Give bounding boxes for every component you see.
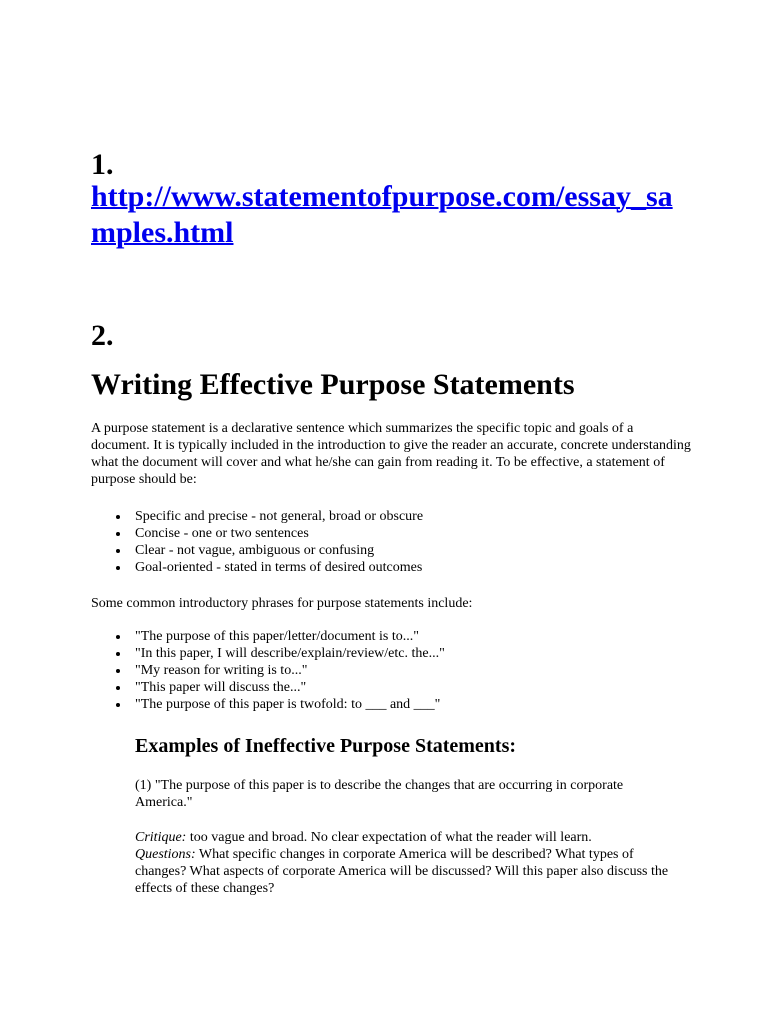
bullet-icon	[116, 669, 120, 673]
critique-block	[135, 829, 680, 897]
list-item: Concise - one or two sentences	[91, 525, 423, 542]
bullet-icon	[116, 635, 120, 639]
phrases-intro: Some common introductory phrases for purpose statements include:	[91, 596, 473, 611]
list-item: Specific and precise - not general, broad or obscure	[91, 508, 423, 525]
list-item: Goal-oriented - stated in terms of desired outcomes	[91, 559, 423, 576]
list-item: "This paper will discuss the..."	[91, 679, 445, 696]
list-item: "The purpose of this paper/letter/document is to..."	[91, 628, 445, 645]
criteria-list	[91, 508, 423, 576]
list-item: "In this paper, I will describe/explain/review/etc. the..."	[91, 645, 445, 662]
bullet-icon	[116, 532, 120, 536]
critique-label: Critique:	[135, 830, 187, 845]
bullet-icon	[116, 515, 120, 519]
list-item: "The purpose of this paper is twofold: to ___ and ___"	[91, 696, 445, 713]
critique-text: too vague and broad. No clear expectation of what the reader will learn.	[186, 830, 592, 845]
intro-paragraph: A purpose statement is a declarative sentence which summarizes the specific topic and goals of a document. It is typically included in the introduction to give the reader an accurate, concrete understanding what the document will cover and what he/she can gain from reading it. To be effective, a statement of purpose should be:	[91, 421, 691, 487]
bullet-icon	[116, 703, 120, 707]
bullet-icon	[116, 652, 120, 656]
item-number-1: 1.	[91, 148, 114, 181]
questions-text: What specific changes in corporate America will be described? What types of changes? What aspects of corporate America will be discussed? Will this paper also discuss the effects of these changes?	[135, 847, 669, 896]
essay-samples-link[interactable]: http://www.statementofpurpose.com/essay_samples.html	[91, 180, 673, 249]
section-title: Writing Effective Purpose Statements	[91, 368, 575, 401]
phrases-list	[91, 628, 445, 713]
item-number-2: 2.	[91, 319, 114, 352]
examples-heading: Examples of Ineffective Purpose Statements:	[135, 735, 517, 757]
example-statement-1: (1) "The purpose of this paper is to describe the changes that are occurring in corporate America."	[135, 778, 624, 810]
list-item: "My reason for writing is to..."	[91, 662, 445, 679]
bullet-icon	[116, 686, 120, 690]
bullet-icon	[116, 566, 120, 570]
questions-label: Questions:	[135, 847, 196, 862]
bullet-icon	[116, 549, 120, 553]
list-item: Clear - not vague, ambiguous or confusing	[91, 542, 423, 559]
